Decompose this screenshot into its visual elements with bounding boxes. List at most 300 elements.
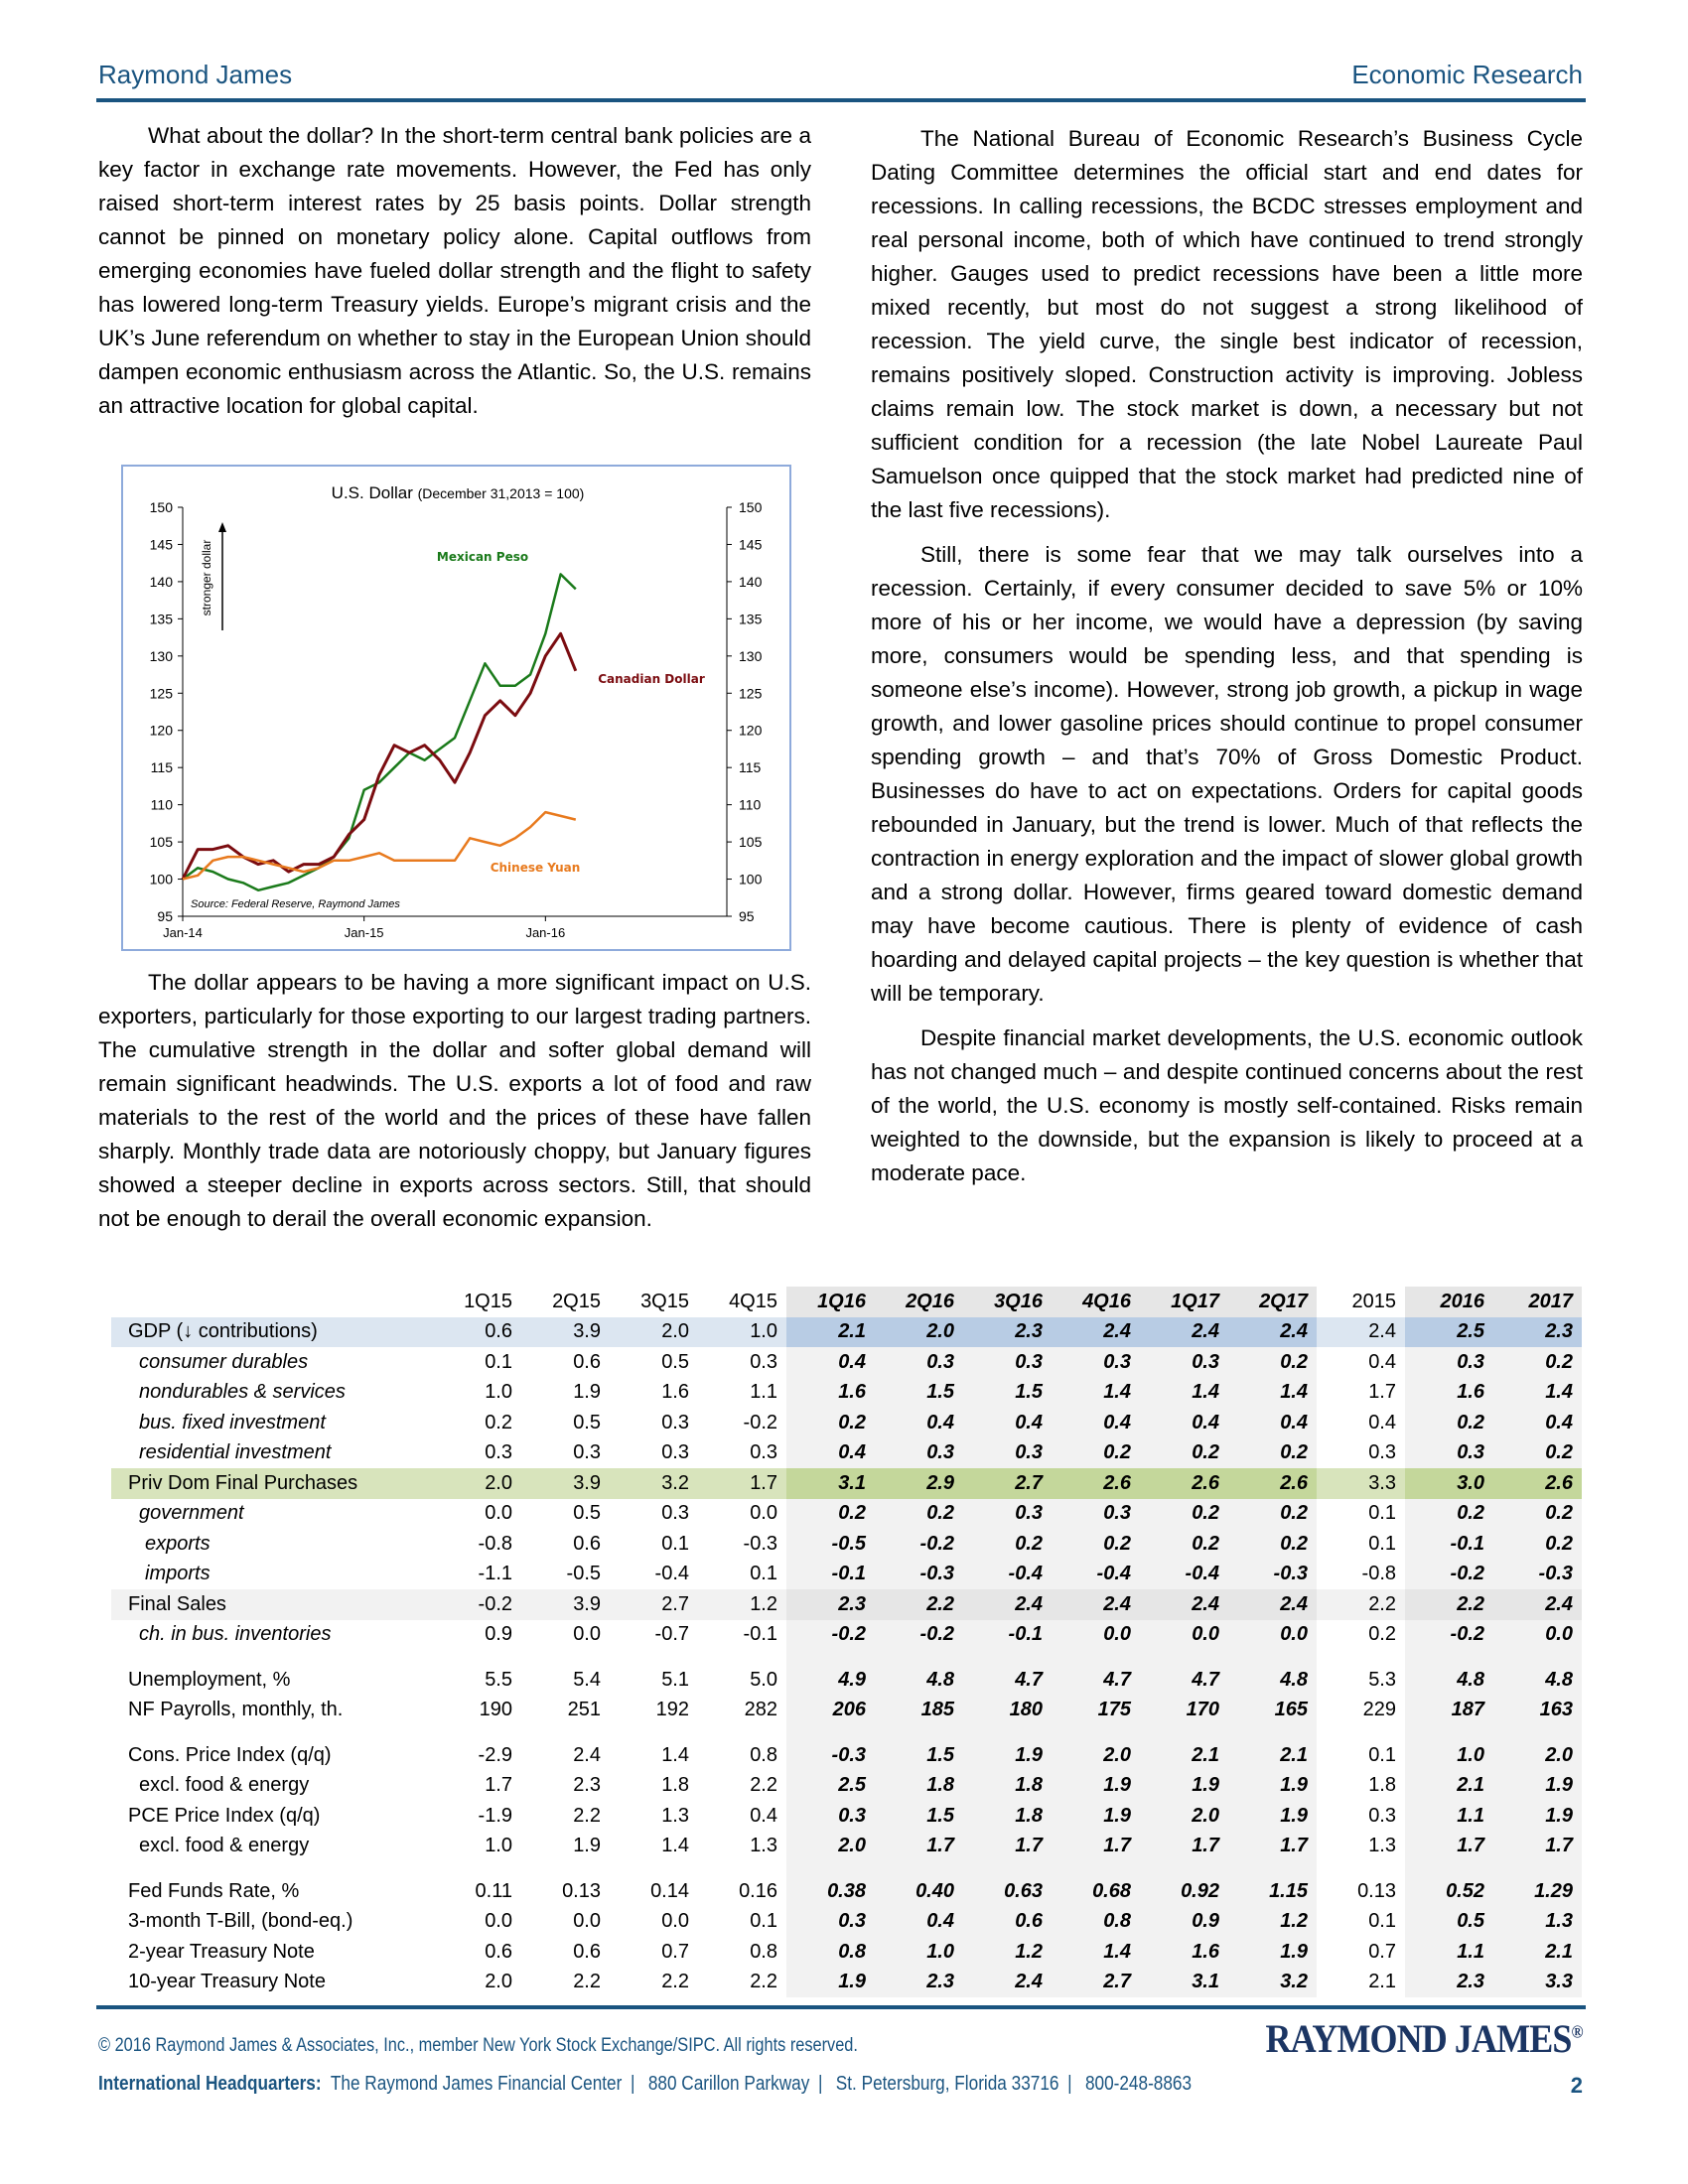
table-cell: 1.3 xyxy=(1493,1907,1582,1938)
table-cell: 1.7 xyxy=(1493,1832,1582,1862)
chart-subtitle: (December 31,2013 = 100) xyxy=(417,485,585,501)
hq-building: The Raymond James Financial Center xyxy=(330,2073,623,2095)
column-header: 1Q17 xyxy=(1140,1287,1228,1317)
table-cell: 0.68 xyxy=(1052,1876,1140,1907)
table-cell: 0.3 xyxy=(485,1441,512,1464)
table-row xyxy=(111,1529,1582,1560)
table-cell: 175 xyxy=(1052,1696,1140,1726)
table-cell: -0.2 xyxy=(786,1620,875,1651)
table-cell: 2.4 xyxy=(1140,1317,1228,1348)
table-cell: 282 xyxy=(744,1699,777,1721)
table-cell: 2.0 xyxy=(1493,1740,1582,1771)
row-label: 10-year Treasury Note xyxy=(128,1971,326,1993)
table-cell: 0.2 xyxy=(786,1499,875,1530)
table-cell: 0.2 xyxy=(1052,1529,1140,1560)
table-cell: 0.2 xyxy=(1493,1499,1582,1530)
y-tick-label: 130 xyxy=(149,647,173,664)
table-cell: 2.6 xyxy=(1228,1468,1317,1499)
table-cell: 1.8 xyxy=(963,1801,1052,1832)
table-cell: 0.8 xyxy=(750,1743,777,1766)
left-column-bottom xyxy=(98,966,811,1236)
y-tick-label: 100 xyxy=(149,871,173,887)
x-tick-label: Jan-15 xyxy=(344,925,384,940)
header-rule xyxy=(96,98,1586,102)
table-cell: 0.2 xyxy=(1405,1499,1493,1530)
table-row xyxy=(111,1560,1582,1590)
table-cell: 3.2 xyxy=(610,1468,698,1499)
table-cell: 0.38 xyxy=(786,1876,875,1907)
spacer xyxy=(1317,1725,1405,1740)
table-cell: 4.8 xyxy=(1228,1665,1317,1696)
table-cell: 1.0 xyxy=(485,1381,512,1404)
row-label: bus. fixed investment xyxy=(139,1411,326,1433)
spacer xyxy=(786,1861,875,1876)
table-cell: 0.13 xyxy=(1357,1879,1396,1902)
table-cell: 0.9 xyxy=(1140,1907,1228,1938)
table-cell: 0.2 xyxy=(1493,1529,1582,1560)
table-cell: 0.92 xyxy=(1140,1876,1228,1907)
spacer xyxy=(433,1861,521,1876)
spacer xyxy=(875,1861,963,1876)
table-cell: 0.2 xyxy=(1140,1529,1228,1560)
column-header: 2015 xyxy=(1351,1290,1396,1312)
spacer xyxy=(1405,1650,1493,1665)
table-cell: -0.4 xyxy=(1052,1560,1140,1590)
table-cell: 0.2 xyxy=(1493,1347,1582,1378)
table-cell: 0.52 xyxy=(1405,1876,1493,1907)
row-label: residential investment xyxy=(139,1441,332,1464)
y-tick-label: 150 xyxy=(149,499,173,515)
table-cell: -2.9 xyxy=(478,1743,512,1766)
spacer xyxy=(1052,1650,1140,1665)
table-cell: 0.4 xyxy=(875,1408,963,1438)
table-cell: 0.63 xyxy=(963,1876,1052,1907)
series-label: Canadian Dollar xyxy=(598,672,705,686)
table-cell: 0.3 xyxy=(1405,1438,1493,1469)
table-cell: 1.2 xyxy=(963,1937,1052,1968)
table-cell: 2.4 xyxy=(1228,1589,1317,1620)
table-cell: 2.4 xyxy=(963,1968,1052,1998)
table-cell: 0.8 xyxy=(786,1937,875,1968)
table-cell: 1.3 xyxy=(661,1804,689,1827)
spacer xyxy=(521,1861,610,1876)
y-tick-label-right: 135 xyxy=(739,611,763,627)
table-cell: 0.0 xyxy=(1493,1620,1582,1651)
table-cell: 0.0 xyxy=(485,1502,512,1525)
chart-title xyxy=(332,483,585,502)
table-cell: 2.2 xyxy=(750,1774,777,1797)
table-cell: 0.6 xyxy=(485,1940,512,1963)
table-cell: -0.8 xyxy=(1361,1563,1396,1585)
table-cell: 0.1 xyxy=(1368,1532,1396,1555)
table-cell: 0.3 xyxy=(661,1411,689,1433)
table-cell: 2.4 xyxy=(1317,1317,1405,1348)
table-cell: 163 xyxy=(1493,1696,1582,1726)
table-cell: 1.0 xyxy=(1405,1740,1493,1771)
table-cell: 1.9 xyxy=(1493,1771,1582,1802)
spacer xyxy=(111,1725,433,1740)
column-header: 2Q16 xyxy=(875,1287,963,1317)
spacer xyxy=(875,1725,963,1740)
table-cell: 0.2 xyxy=(1493,1438,1582,1469)
table-row xyxy=(111,1468,1582,1499)
arrow-up-icon xyxy=(218,522,226,532)
table-cell: 2.6 xyxy=(1493,1468,1582,1499)
table-cell: 1.7 xyxy=(485,1774,512,1797)
hq-label: International Headquarters: xyxy=(98,2073,322,2095)
table-cell: 251 xyxy=(567,1699,601,1721)
table-cell: 0.1 xyxy=(1368,1743,1396,1766)
header-right: Economic Research xyxy=(1351,60,1583,89)
table-cell: 1.4 xyxy=(1052,1937,1140,1968)
table-cell: -0.4 xyxy=(1140,1560,1228,1590)
table-cell: 3.9 xyxy=(521,1468,610,1499)
table-cell: 0.6 xyxy=(573,1940,601,1963)
table-cell: 1.4 xyxy=(1493,1378,1582,1409)
column-header: 3Q16 xyxy=(963,1287,1052,1317)
table-cell: 0.14 xyxy=(650,1879,689,1902)
paragraph: Despite financial market developments, the U.S. economic outlook has not changed much – and despite continued concerns about the rest of the world, the U.S. economy is mostly self-contained. Risks remain weighted to the downside, but the expansion is likely to proceed at a moderate pace. xyxy=(871,1025,1583,1185)
row-label: Fed Funds Rate, % xyxy=(128,1879,300,1902)
table-cell: 0.7 xyxy=(661,1940,689,1963)
y-tick-label-right: 105 xyxy=(739,834,763,851)
table-cell: 1.8 xyxy=(1368,1774,1396,1797)
table-cell: 192 xyxy=(655,1699,689,1721)
table-cell: 2.2 xyxy=(1317,1589,1405,1620)
spacer xyxy=(1493,1725,1582,1740)
spacer xyxy=(1140,1725,1228,1740)
table-cell: 2.0 xyxy=(1140,1801,1228,1832)
table-cell: 1.6 xyxy=(661,1381,689,1404)
table-cell: 0.4 xyxy=(1140,1408,1228,1438)
table-cell: 0.6 xyxy=(963,1907,1052,1938)
table-cell: 2.1 xyxy=(1228,1740,1317,1771)
header-blank xyxy=(111,1287,433,1317)
spacer xyxy=(786,1725,875,1740)
table-cell: 3.3 xyxy=(1493,1968,1582,1998)
table-cell: 0.5 xyxy=(573,1411,601,1433)
spacer xyxy=(963,1861,1052,1876)
table-cell: 2.4 xyxy=(1493,1589,1582,1620)
table-cell: 0.4 xyxy=(1228,1408,1317,1438)
table-cell: 2.2 xyxy=(573,1804,601,1827)
table-cell: 0.3 xyxy=(661,1502,689,1525)
table-cell: 0.3 xyxy=(1052,1499,1140,1530)
table-cell: 0.4 xyxy=(750,1804,777,1827)
row-label: government xyxy=(139,1502,244,1525)
table-cell: 2.0 xyxy=(1052,1740,1140,1771)
table-cell: -0.2 xyxy=(875,1620,963,1651)
table-cell: 1.3 xyxy=(750,1835,777,1857)
table-cell: 2.3 xyxy=(875,1968,963,1998)
y-tick-label-right: 95 xyxy=(739,908,755,924)
table-cell: -0.7 xyxy=(654,1623,689,1646)
page-number: 2 xyxy=(1570,2073,1583,2098)
table-cell: 4.8 xyxy=(1493,1665,1582,1696)
chart-source: Source: Federal Reserve, Raymond James xyxy=(191,898,400,910)
table-cell: 2.5 xyxy=(1405,1317,1493,1348)
table-cell: -0.3 xyxy=(1493,1560,1582,1590)
table-cell: 1.9 xyxy=(1052,1771,1140,1802)
spacer xyxy=(521,1725,610,1740)
table-cell: 1.0 xyxy=(698,1317,786,1348)
table-cell: 2.4 xyxy=(1228,1317,1317,1348)
table-cell: 2.4 xyxy=(963,1589,1052,1620)
table-cell: 2.6 xyxy=(1052,1468,1140,1499)
table-cell: -0.2 xyxy=(743,1411,777,1433)
table-cell: 1.4 xyxy=(1140,1378,1228,1409)
table-cell: 2.2 xyxy=(750,1971,777,1993)
x-tick-label: Jan-14 xyxy=(163,925,203,940)
hq-line: International Headquarters: The Raymond James Financial Center | 880 Carillon Parkway | St. Petersburg, Florida 33716 | 800-248-8863 xyxy=(98,2073,1193,2095)
column-header: 3Q15 xyxy=(640,1290,689,1312)
table-cell: 0.9 xyxy=(485,1623,512,1646)
row-label: 2-year Treasury Note xyxy=(128,1940,315,1963)
spacer xyxy=(610,1861,698,1876)
table-cell: 0.7 xyxy=(1368,1940,1396,1963)
table-cell: 3.1 xyxy=(1140,1968,1228,1998)
table-row xyxy=(111,1499,1582,1530)
table-cell: 1.0 xyxy=(485,1835,512,1857)
table-row xyxy=(111,1801,1582,1832)
table-cell: 1.7 xyxy=(963,1832,1052,1862)
table-cell: 0.4 xyxy=(875,1907,963,1938)
table-cell: 4.7 xyxy=(1140,1665,1228,1696)
table-cell: 1.3 xyxy=(1368,1835,1396,1857)
table-cell: 0.5 xyxy=(1405,1907,1493,1938)
table-cell: 3.1 xyxy=(786,1468,875,1499)
copyright: © 2016 Raymond James & Associates, Inc., member New York Stock Exchange/SIPC. All rights reserved. xyxy=(98,2035,858,2056)
table-cell: 1.7 xyxy=(1140,1832,1228,1862)
table-cell: 2.0 xyxy=(610,1317,698,1348)
table-cell: 0.16 xyxy=(739,1879,777,1902)
row-label: nondurables & services xyxy=(139,1381,346,1404)
table-cell: 0.2 xyxy=(1052,1438,1140,1469)
table-row xyxy=(111,1665,1582,1696)
table-cell: 0.2 xyxy=(485,1411,512,1433)
table-cell: 3.3 xyxy=(1317,1468,1405,1499)
column-header: 1Q15 xyxy=(464,1290,512,1312)
y-tick-label: 95 xyxy=(157,908,173,924)
table-cell: 1.1 xyxy=(750,1381,777,1404)
table-cell: 1.7 xyxy=(1405,1832,1493,1862)
y-tick-label: 140 xyxy=(149,573,173,590)
table-cell: -0.3 xyxy=(743,1532,777,1555)
table-cell: 2.3 xyxy=(963,1317,1052,1348)
spacer xyxy=(521,1650,610,1665)
row-label: NF Payrolls, monthly, th. xyxy=(128,1699,344,1721)
spacer-row xyxy=(111,1725,1582,1740)
y-axis-label: stronger dollar xyxy=(200,539,213,616)
table-cell: 1.9 xyxy=(963,1740,1052,1771)
table-cell: 0.2 xyxy=(1140,1438,1228,1469)
table-cell: 2.1 xyxy=(786,1317,875,1348)
table-cell: 0.11 xyxy=(475,1879,512,1902)
table-cell: -0.1 xyxy=(963,1620,1052,1651)
table-cell: 0.8 xyxy=(750,1940,777,1963)
table-cell: 4.9 xyxy=(786,1665,875,1696)
table-cell: 2.4 xyxy=(573,1743,601,1766)
table-cell: 0.40 xyxy=(875,1876,963,1907)
row-label: exports xyxy=(145,1532,211,1555)
spacer xyxy=(1317,1650,1405,1665)
spacer xyxy=(786,1650,875,1665)
row-label: Cons. Price Index (q/q) xyxy=(128,1743,332,1766)
spacer xyxy=(111,1861,433,1876)
column-header: 2016 xyxy=(1405,1287,1493,1317)
y-tick-label: 145 xyxy=(149,536,173,553)
table-cell: 1.8 xyxy=(963,1771,1052,1802)
table-cell: 2.1 xyxy=(1405,1771,1493,1802)
table-cell: 1.7 xyxy=(1368,1381,1396,1404)
hq-city: St. Petersburg, Florida 33716 xyxy=(835,2073,1059,2095)
table-cell: 2.3 xyxy=(573,1774,601,1797)
spacer xyxy=(698,1725,786,1740)
column-header: 2017 xyxy=(1493,1287,1582,1317)
economic-forecast-table xyxy=(111,1287,1582,1997)
table-row xyxy=(111,1740,1582,1771)
table-cell: -0.5 xyxy=(786,1529,875,1560)
table-cell: 0.1 xyxy=(750,1563,777,1585)
table-cell: 0.1 xyxy=(750,1910,777,1933)
row-label: excl. food & energy xyxy=(139,1774,310,1797)
table-cell: 0.4 xyxy=(786,1347,875,1378)
y-tick-label-right: 140 xyxy=(739,573,763,590)
table-cell: 0.3 xyxy=(1405,1347,1493,1378)
table-cell: 0.3 xyxy=(1052,1347,1140,1378)
table-cell: 2.7 xyxy=(610,1589,698,1620)
y-tick-label-right: 145 xyxy=(739,536,763,553)
table-cell: 170 xyxy=(1140,1696,1228,1726)
table-cell: 0.2 xyxy=(1228,1438,1317,1469)
right-column xyxy=(871,122,1583,1190)
table-cell: 1.2 xyxy=(698,1589,786,1620)
paragraph: The dollar appears to be having a more significant impact on U.S. exporters, particularly for those exporting to our largest trading partners. The cumulative strength in the dollar and softer global demand will remain significant headwinds. The U.S. exports a lot of food and raw materials to the rest of the world and the prices of these have fallen sharply. Monthly trade data are notoriously choppy, but January figures showed a steeper decline in exports across sectors. Still, that should not be enough to derail the overall economic expansion. xyxy=(98,970,811,1231)
table-row xyxy=(111,1317,1582,1348)
table-cell: 229 xyxy=(1362,1699,1396,1721)
table-cell: 0.0 xyxy=(661,1910,689,1933)
row-label: imports xyxy=(145,1563,211,1585)
spacer xyxy=(1052,1725,1140,1740)
table-cell: -1.9 xyxy=(478,1804,512,1827)
table-cell: 2.2 xyxy=(661,1971,689,1993)
table-cell: 0.0 xyxy=(573,1623,601,1646)
table-cell: 0.2 xyxy=(1405,1408,1493,1438)
table-cell: 2.2 xyxy=(875,1589,963,1620)
table-cell: 1.5 xyxy=(875,1801,963,1832)
y-tick-label-right: 120 xyxy=(739,722,763,739)
table-cell: 0.4 xyxy=(1052,1408,1140,1438)
table-cell: 2.3 xyxy=(1493,1317,1582,1348)
table-cell: 2.4 xyxy=(1140,1589,1228,1620)
table-cell: 0.4 xyxy=(963,1408,1052,1438)
spacer xyxy=(1493,1861,1582,1876)
row-label: PCE Price Index (q/q) xyxy=(128,1804,321,1827)
spacer xyxy=(1228,1861,1317,1876)
table-cell: 2.0 xyxy=(786,1832,875,1862)
table-cell: 2.0 xyxy=(875,1317,963,1348)
series-label: Mexican Peso xyxy=(436,550,529,564)
table-cell: 0.3 xyxy=(661,1441,689,1464)
table-cell: -0.2 xyxy=(1405,1560,1493,1590)
table-cell: -0.1 xyxy=(1405,1529,1493,1560)
y-tick-label: 110 xyxy=(150,796,173,813)
table-cell: 0.3 xyxy=(963,1499,1052,1530)
row-label: 3-month T-Bill, (bond-eq.) xyxy=(128,1910,353,1933)
table-cell: 1.4 xyxy=(661,1835,689,1857)
table-cell: 5.5 xyxy=(485,1668,512,1691)
table-row xyxy=(111,1937,1582,1968)
paragraph: What about the dollar? In the short-term central bank policies are a key factor in exchange rate movements. However, the Fed has only raised short-term interest rates by 25 basis points. Dollar strength cannot be pinned on monetary policy alone. Capital outflows from emerging economies have fueled dollar strength and the flight to safety has lowered long-term Treasury yields. Europe’s migrant crisis and the UK’s June referendum on whether to stay in the European Union should dampen economic enthusiasm across the Atlantic. So, the U.S. remains an attractive location for global capital. xyxy=(98,123,811,418)
table-cell: 0.3 xyxy=(963,1438,1052,1469)
table-cell: 0.6 xyxy=(573,1350,601,1373)
table-cell: 3.9 xyxy=(521,1317,610,1348)
table-cell: 2.3 xyxy=(786,1589,875,1620)
spacer-row xyxy=(111,1861,1582,1876)
spacer xyxy=(111,1650,433,1665)
spacer xyxy=(698,1861,786,1876)
table-cell: 187 xyxy=(1405,1696,1493,1726)
table-cell: 2.6 xyxy=(1140,1468,1228,1499)
table-cell: 1.9 xyxy=(1493,1801,1582,1832)
table-row xyxy=(111,1907,1582,1938)
table-cell: -0.3 xyxy=(786,1740,875,1771)
column-header: 4Q16 xyxy=(1052,1287,1140,1317)
spacer xyxy=(433,1650,521,1665)
table-cell: 1.4 xyxy=(1228,1378,1317,1409)
table-cell: 1.2 xyxy=(1228,1907,1317,1938)
table-cell: 1.7 xyxy=(1052,1832,1140,1862)
table-cell: -0.4 xyxy=(963,1560,1052,1590)
footer-rule xyxy=(96,2005,1586,2009)
row-label: GDP (↓ contributions) xyxy=(111,1317,433,1348)
y-tick-label: 135 xyxy=(149,611,173,627)
us-dollar-chart xyxy=(121,465,791,951)
y-tick-label-right: 150 xyxy=(739,499,763,515)
y-tick-label: 115 xyxy=(150,759,173,776)
y-tick-label: 125 xyxy=(149,685,173,702)
table-cell: 0.0 xyxy=(1228,1620,1317,1651)
table-cell: 2.0 xyxy=(485,1971,512,1993)
table-cell: 5.4 xyxy=(573,1668,601,1691)
spacer xyxy=(1228,1650,1317,1665)
table-cell: 0.0 xyxy=(1140,1620,1228,1651)
table-cell: 0.3 xyxy=(1368,1804,1396,1827)
table-cell: 1.9 xyxy=(1228,1771,1317,1802)
table-cell: 2.5 xyxy=(786,1771,875,1802)
table-cell: 0.4 xyxy=(786,1438,875,1469)
table-cell: 0.2 xyxy=(875,1499,963,1530)
table-cell: 1.6 xyxy=(786,1378,875,1409)
table-cell: 5.1 xyxy=(661,1668,689,1691)
table-cell: 0.3 xyxy=(875,1438,963,1469)
table-cell: 5.3 xyxy=(1368,1668,1396,1691)
y-tick-label-right: 130 xyxy=(739,647,763,664)
column-header: 2Q17 xyxy=(1228,1287,1317,1317)
table-cell: 0.0 xyxy=(573,1910,601,1933)
table-cell: 0.2 xyxy=(1228,1529,1317,1560)
chart-svg xyxy=(123,467,793,953)
table-cell: 0.1 xyxy=(1368,1502,1396,1525)
table-cell: 1.7 xyxy=(875,1832,963,1862)
spacer xyxy=(610,1650,698,1665)
table-cell: 0.2 xyxy=(1140,1499,1228,1530)
hq-phone: 800-248-8863 xyxy=(1084,2073,1193,2095)
table-cell: 0.2 xyxy=(1368,1623,1396,1646)
row-label: consumer durables xyxy=(139,1350,309,1373)
row-label: ch. in bus. inventories xyxy=(139,1623,332,1646)
table-cell: 1.9 xyxy=(1052,1801,1140,1832)
